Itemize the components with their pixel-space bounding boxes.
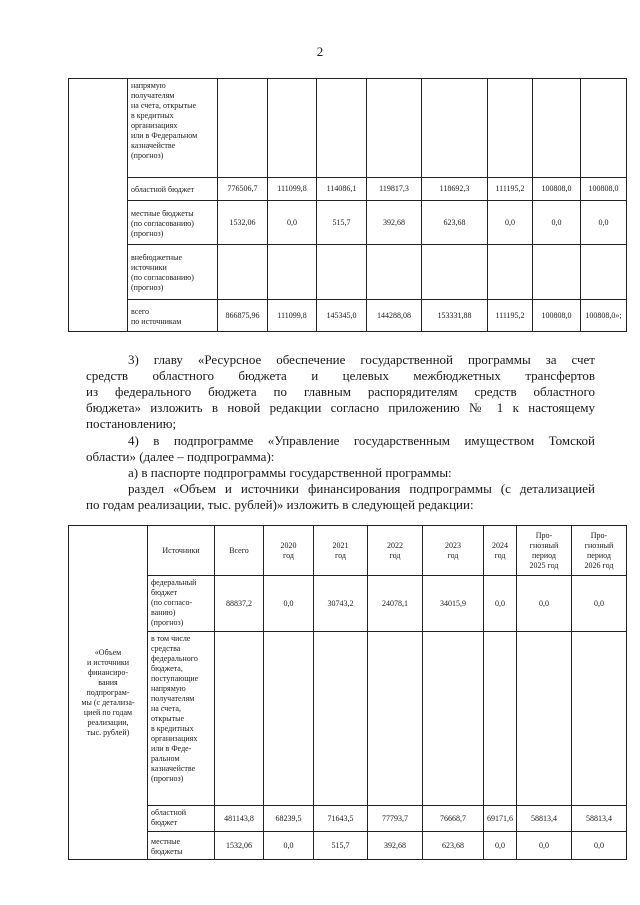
page-number: 2 (316, 44, 324, 59)
table1-cell (581, 245, 627, 300)
table1-row-label: всего по источникам (128, 300, 218, 332)
table2-cell: 481143,8 (215, 806, 264, 832)
paragraph-item-4 (86, 433, 595, 465)
table1-cell: 118692,3 (422, 178, 488, 201)
table1-cell: 100808,0 (533, 178, 581, 201)
table1-cell: 392,68 (367, 201, 422, 245)
table1-cell: 144288,08 (367, 300, 422, 332)
table1-cell: 0,0 (533, 201, 581, 245)
table2-cell (423, 632, 484, 806)
table2-header: 2024 год (484, 526, 517, 576)
table2-cell: 34015,9 (423, 576, 484, 632)
table2-cell: 58813,4 (572, 806, 627, 832)
table2-row-label: в том числе средства федерального бюджета, поступающие напрямую получателям на счета, открытые в кредитных организациях или в Феде- ральном казначействе (прогноз) (148, 632, 215, 806)
table1-cell (488, 79, 533, 178)
table2-header: Про- гнозный период 2025 год (517, 526, 572, 576)
table2-row-label: областной бюджет (148, 806, 215, 832)
table1-cell: 0,0 (488, 201, 533, 245)
text-line: 4) в подпрограмме «Управление государственным имуществом Томской (128, 433, 595, 448)
table1-cell: 0,0 (581, 201, 627, 245)
text-line: 3) главу «Ресурсное обеспечение государственной программы за счет (128, 352, 595, 367)
table2-header: 2023 год (423, 526, 484, 576)
table2-cell: 76668,7 (423, 806, 484, 832)
table2-cell: 71643,5 (314, 806, 368, 832)
table2-cell: 77793,7 (368, 806, 423, 832)
table2-cell (264, 632, 314, 806)
table1-cell (268, 79, 317, 178)
table2-cell: 58813,4 (517, 806, 572, 832)
table1-cell: 0,0 (268, 201, 317, 245)
paragraph-item-3 (86, 352, 595, 432)
table1-cell (533, 79, 581, 178)
table1-cell (422, 245, 488, 300)
table2-cell: 24078,1 (368, 576, 423, 632)
table1-merged-left-cell (69, 79, 128, 332)
table1-cell (218, 245, 268, 300)
table1-cell: 111195,2 (488, 178, 533, 201)
table2-cell: 623,68 (423, 832, 484, 860)
table1-cell: 114086,1 (317, 178, 367, 201)
table2-cell: 0,0 (264, 576, 314, 632)
table2-cell (517, 632, 572, 806)
table2-cell: 392,68 (368, 832, 423, 860)
paragraph-item-a (86, 465, 595, 481)
table2-cell: 88837,2 (215, 576, 264, 632)
table2-cell: 0,0 (572, 832, 627, 860)
text-line: из федерального бюджета по главным распорядителям средств областного (86, 384, 595, 399)
table1-cell: 515,7 (317, 201, 367, 245)
table1-row-label: местные бюджеты (по согласованию) (прогноз) (128, 201, 218, 245)
table2-row-label: федеральный бюджет (по согласо- ванию) (прогноз) (148, 576, 215, 632)
funding-table-continued (68, 78, 627, 332)
table1-cell: 111099,8 (268, 300, 317, 332)
table1-cell (488, 245, 533, 300)
text-line: раздел «Объем и источники финансирования подпрограммы (с детализацией (128, 481, 595, 496)
subprogram-funding-table (68, 525, 627, 860)
table2-cell (215, 632, 264, 806)
table1-cell (268, 245, 317, 300)
table2-cell: 0,0 (484, 576, 517, 632)
table1-cell: 1532,06 (218, 201, 268, 245)
subprogram-side-label: «Объем и источники финансиро- вания подпрограм- мы (с детализа- цией по годам реализации, тыс. рублей) (69, 526, 148, 860)
text-line: а) в паспорте подпрограммы государственной программы: (128, 465, 452, 480)
table1-cell (218, 79, 268, 178)
table1-cell (422, 79, 488, 178)
table2-header: Источники (148, 526, 215, 576)
table1-cell (367, 245, 422, 300)
table2-cell: 0,0 (264, 832, 314, 860)
table2-header: 2021 год (314, 526, 368, 576)
table2-header: 2020 год (264, 526, 314, 576)
table2-cell: 68239,5 (264, 806, 314, 832)
table2-cell: 0,0 (517, 576, 572, 632)
table2-header: Всего (215, 526, 264, 576)
table1-cell: 119817,3 (367, 178, 422, 201)
table1-cell: 623,68 (422, 201, 488, 245)
paragraph-section-change (86, 481, 595, 513)
table1-cell: 111195,2 (488, 300, 533, 332)
table2-row-label: местные бюджеты (148, 832, 215, 860)
table1-cell: 776506,7 (218, 178, 268, 201)
table1-row-label: напрямую получателям на счета, открытые в кредитных организациях или в Федеральном казначействе (прогноз) (128, 79, 218, 178)
table2-cell: 0,0 (572, 576, 627, 632)
text-line: постановлению; (86, 416, 177, 431)
table1-cell (581, 79, 627, 178)
table1-cell: 145345,0 (317, 300, 367, 332)
table2-cell (484, 632, 517, 806)
table1-cell: 153331,88 (422, 300, 488, 332)
table2-cell (368, 632, 423, 806)
table2-cell: 1532,06 (215, 832, 264, 860)
table2-cell: 69171,6 (484, 806, 517, 832)
table1-cell: 100808,0 (533, 300, 581, 332)
table1-cell (317, 79, 367, 178)
table2-cell (314, 632, 368, 806)
table1-row-label: областной бюджет (128, 178, 218, 201)
table1-cell (533, 245, 581, 300)
table1-cell (317, 245, 367, 300)
table1-cell (367, 79, 422, 178)
table2-cell: 0,0 (484, 832, 517, 860)
text-line: средств областного бюджета и целевых межбюджетных трансфертов (86, 368, 595, 383)
text-line: бюджета» изложить в новой редакции согласно приложению № 1 к настоящему (86, 400, 595, 415)
table2-cell: 515,7 (314, 832, 368, 860)
table2-header: Про- гнозный период 2026 год (572, 526, 627, 576)
table1-cell: 111099,8 (268, 178, 317, 201)
table1-row-label: внебюджетные источники (по согласованию) (прогноз) (128, 245, 218, 300)
table1-cell: 100808,0 (581, 178, 627, 201)
text-line: области» (далее – подпрограмма): (86, 449, 275, 464)
text-line: по годам реализации, тыс. рублей)» изложить в следующей редакции: (86, 497, 474, 512)
table2-cell (572, 632, 627, 806)
table2-cell: 0,0 (517, 832, 572, 860)
table1-cell: 866875,96 (218, 300, 268, 332)
table2-header: 2022 год (368, 526, 423, 576)
table1-cell: 100808,0»; (581, 300, 627, 332)
table2-cell: 30743,2 (314, 576, 368, 632)
